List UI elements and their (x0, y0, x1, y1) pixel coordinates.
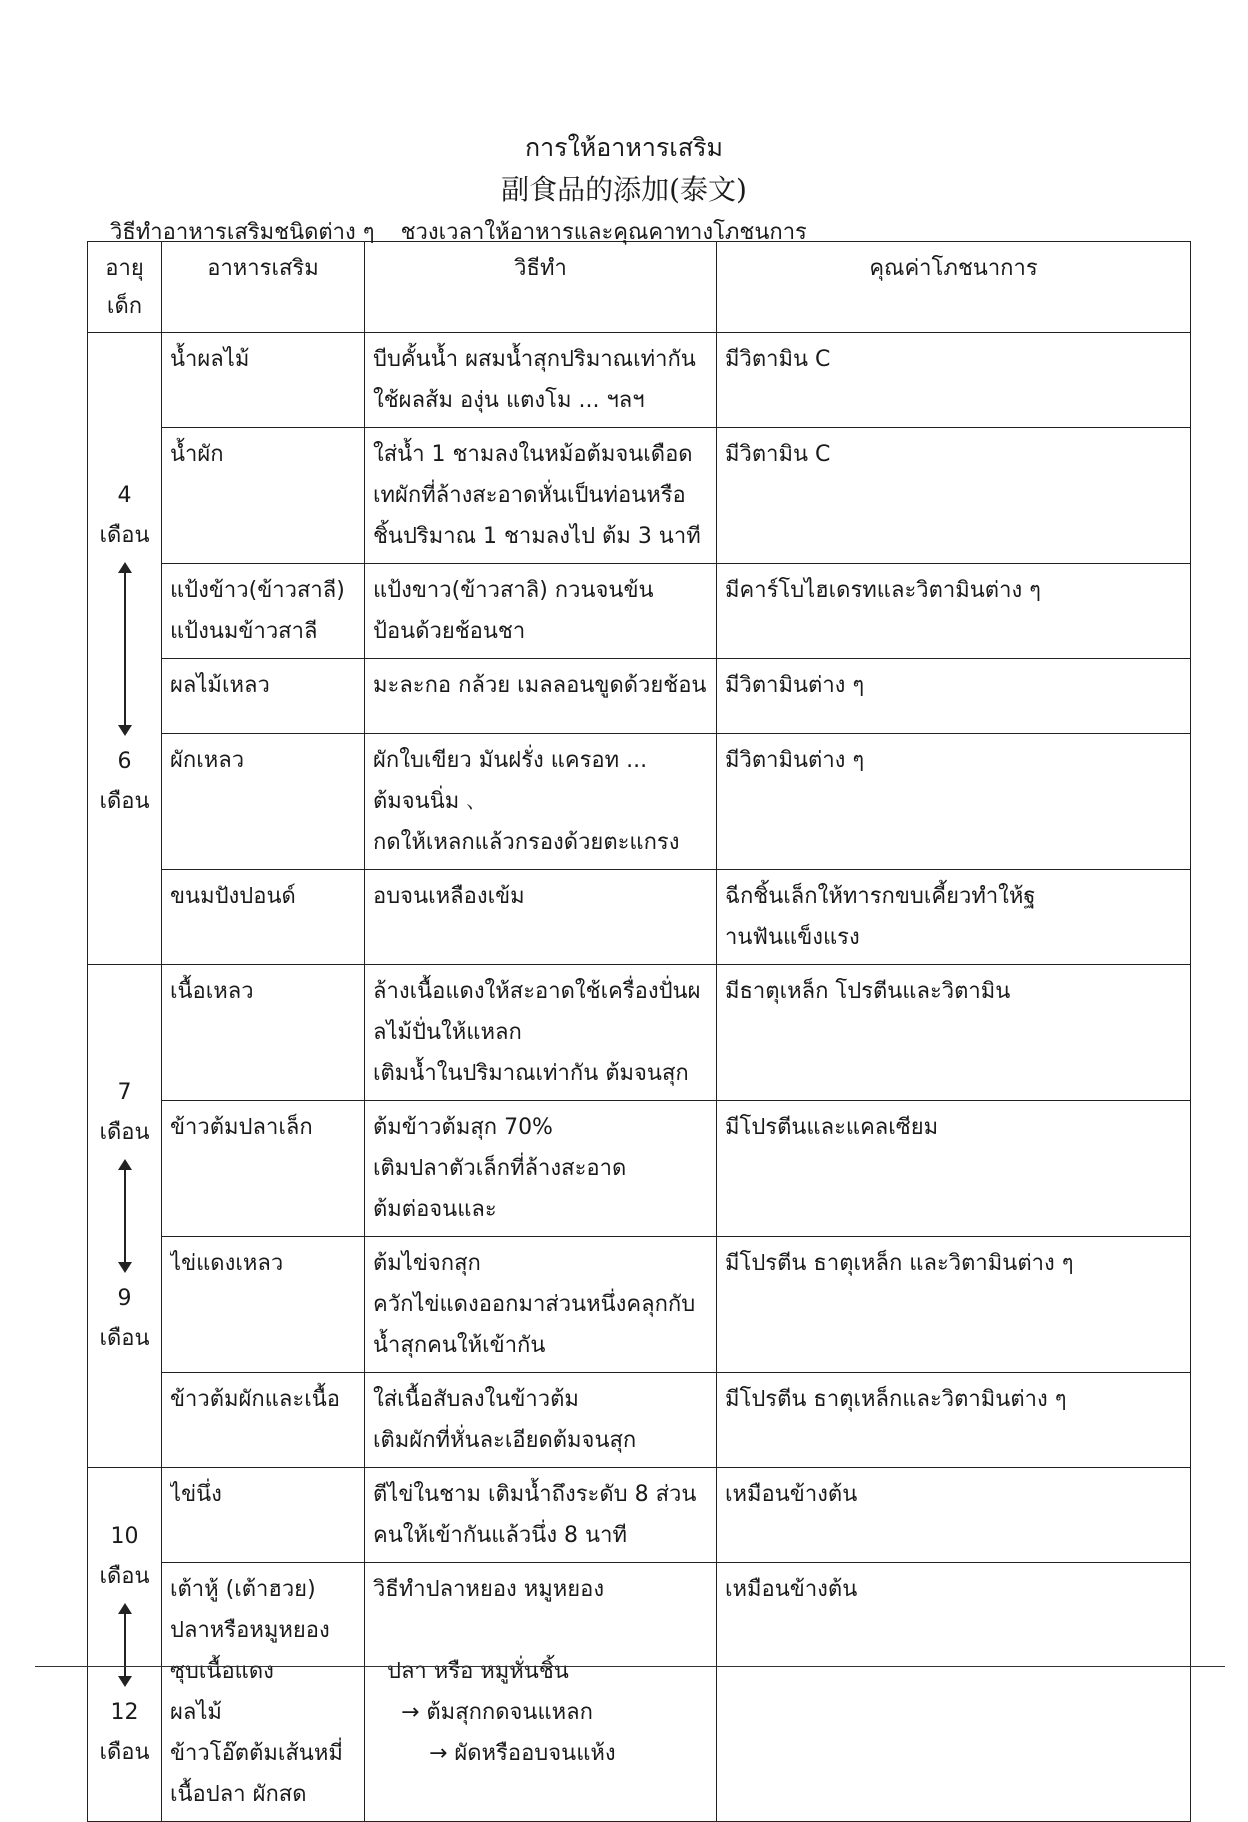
nutrition-line: มีวิตามิน C (725, 442, 831, 467)
age-start: 10 (110, 1523, 139, 1549)
method-line: ใช้ผลส้ม องุ่น แตงโม ... ฯลฯ (373, 388, 645, 413)
food-cell (162, 428, 365, 564)
age-unit: เดือน (99, 1739, 150, 1765)
food-line: แป้งข้าว(ข้าวสาลี) (170, 578, 345, 603)
nutrition-line: มีธาตุเหล็ก โปรตีนและวิตามิน (725, 979, 1011, 1004)
age-unit: เดือน (99, 1120, 150, 1145)
method-line: น้ำสุกคนให้เข้ากัน (373, 1333, 546, 1358)
food-line: ข้าวต้มปลาเล็ก (170, 1115, 313, 1140)
method-line: ลไม้ปั่นให้แหลก (373, 1020, 522, 1045)
food-line: ผลไม้เหลว (170, 673, 270, 698)
method-cell (365, 734, 717, 870)
nutrition-line: เหมือนข้างต้น (725, 1577, 858, 1602)
age-cell (88, 1468, 162, 1822)
document-title: การให้อาหารเสริม (525, 133, 723, 162)
method-cell (365, 564, 717, 659)
nutrition-line: านฟันแข็งแรง (725, 925, 860, 950)
age-end: 12 (110, 1699, 139, 1725)
nutrition-cell (717, 428, 1191, 564)
method-cell (365, 1237, 717, 1373)
nutrition-line: เหมือนข้างต้น (725, 1482, 858, 1507)
nutrition-cell (717, 1468, 1191, 1563)
table-row (88, 659, 1191, 734)
age-start: 4 (117, 482, 132, 508)
method-line: แป้งขาว(ข้าวสาลิ) กวนจนข้น (373, 578, 654, 603)
age-end: 6 (117, 748, 132, 774)
food-cell (162, 1373, 365, 1468)
header-food: อาหารเสริม (162, 242, 365, 333)
method-line: ใส่เนื้อสับลงในข้าวต้ม (373, 1387, 579, 1412)
food-line: ไข่แดงเหลว (170, 1251, 284, 1276)
method-cell (365, 1101, 717, 1237)
method-line: มะละกอ กล้วย เมลลอนขูดด้วยช้อน (373, 673, 707, 698)
method-line: → ต้มสุกกดจนแหลก (373, 1700, 593, 1725)
method-line: ต้มต่อจนและ (373, 1197, 497, 1222)
table-row (88, 1101, 1191, 1237)
nutrition-line: มีวิตามิน C (725, 347, 831, 372)
food-line: ขนมปังปอนด์ (170, 884, 296, 909)
method-line: ผักใบเขียว มันฝรั่ง แครอท ... (373, 748, 648, 773)
method-line: บีบคั้นน้ำ ผสมน้ำสุกปริมาณเท่ากัน (373, 347, 696, 372)
method-line: วิธีทำปลาหยอง หมูหยอง (373, 1577, 605, 1602)
method-line: ตีไข่ในชาม เติมน้ำถึงระดับ 8 ส่วน (373, 1482, 697, 1507)
range-arrow-icon (124, 1605, 126, 1685)
table-row (88, 1563, 1191, 1822)
food-line: เนื้อเหลว (170, 979, 254, 1004)
nutrition-cell (717, 1101, 1191, 1237)
method-cell (365, 1373, 717, 1468)
table-row (88, 1237, 1191, 1373)
food-cell (162, 1237, 365, 1373)
nutrition-cell (717, 965, 1191, 1101)
food-cell (162, 659, 365, 734)
method-line: ล้างเนื้อแดงให้สะอาดใช้เครื่องปั่นผ (373, 979, 701, 1004)
food-line: ผักเหลว (170, 748, 245, 773)
food-line: เต้าหู้ (เต้าฮวย) (170, 1577, 316, 1602)
nutrition-line: มีโปรตีน ธาตุเหล็กและวิตามินต่าง ๆ (725, 1387, 1067, 1412)
food-cell (162, 965, 365, 1101)
table-row (88, 333, 1191, 428)
food-cell (162, 1563, 365, 1822)
table-header-row (88, 242, 1191, 333)
method-line: ใส่น้ำ 1 ชามลงในหม้อต้มจนเดือด (373, 442, 693, 467)
method-line: ควักไข่แดงออกมาส่วนหนึ่งคลุกกับ (373, 1292, 696, 1317)
method-cell (365, 1468, 717, 1563)
food-line: ข้าวต้มผักและเนื้อ (170, 1387, 340, 1412)
method-line: ปลา หรือ หมูหั่นชิ้น (373, 1659, 569, 1684)
food-line: ซุบเนื้อแดง (170, 1659, 274, 1684)
food-cell (162, 1468, 365, 1563)
method-line (373, 1610, 708, 1651)
food-cell (162, 564, 365, 659)
method-line: ต้มไข่จกสุก (373, 1251, 481, 1276)
method-line (373, 1774, 708, 1815)
nutrition-line: ฉีกชิ้นเล็กให้ทารกขบเคี้ยวทำให้ฐ (725, 884, 1036, 909)
subtitle-left: วิธีทำอาหารเสริมชนิดต่าง ๆ (110, 220, 375, 245)
header-method: วิธีทำ (365, 242, 717, 333)
method-line: เทผักที่ล้างสะอาดหั่นเป็นท่อนหรือ (373, 483, 686, 508)
method-line: เติมน้ำในปริมาณเท่ากัน ต้มจนสุก (373, 1061, 689, 1086)
method-cell (365, 659, 717, 734)
nutrition-cell (717, 1237, 1191, 1373)
method-line: เติมปลาตัวเล็กที่ล้างสะอาด (373, 1156, 627, 1181)
nutrition-cell (717, 1563, 1191, 1822)
method-line: กดให้เหลกแล้วกรองด้วยตะแกรง (373, 830, 680, 855)
method-line: ชิ้นปริมาณ 1 ชามลงไป ต้ม 3 นาที (373, 524, 701, 549)
table-row (88, 1373, 1191, 1468)
table-row (88, 1468, 1191, 1563)
method-line: ป้อนด้วยช้อนชา (373, 619, 526, 644)
age-cell (88, 333, 162, 965)
method-cell (365, 428, 717, 564)
food-line: ผลไม้ (170, 1700, 222, 1725)
subtitle-right: ชวงเวลาให้อาหารและคุณคาทางโภชนการ (400, 220, 807, 245)
food-cell (162, 734, 365, 870)
method-line: เติมผักที่หั่นละเอียดต้มจนสุก (373, 1428, 637, 1453)
age-unit: เดือน (99, 788, 150, 814)
age-unit: เดือน (99, 1326, 150, 1351)
header-nutrition: คุณค่าโภชนาการ (717, 242, 1191, 333)
food-cell (162, 1101, 365, 1237)
header-age: อายุเด็ก (88, 242, 162, 333)
method-line: ต้มข้าวต้มสุก 70% (373, 1115, 553, 1140)
age-start: 7 (117, 1080, 132, 1105)
food-line: แป้งนมข้าวสาลี (170, 619, 318, 644)
table-body (88, 333, 1191, 1822)
feeding-table (87, 241, 1191, 1822)
food-line: น้ำผัก (170, 442, 224, 467)
age-cell (88, 965, 162, 1468)
food-line: ปลาหรือหมูหยอง (170, 1618, 330, 1643)
method-cell (365, 965, 717, 1101)
nutrition-cell (717, 333, 1191, 428)
strikethrough-line (35, 1666, 1225, 1667)
document-title-chinese: 副食品的添加(泰文) (501, 173, 747, 206)
nutrition-line: มีโปรตีนและแคลเซียม (725, 1115, 939, 1140)
range-arrow-icon (124, 1161, 126, 1271)
range-arrow-icon (124, 564, 126, 734)
table-row (88, 428, 1191, 564)
nutrition-line: มีวิตามินต่าง ๆ (725, 748, 865, 773)
nutrition-line: มีคาร์โบไฮเดรทและวิตามินต่าง ๆ (725, 578, 1041, 603)
table-row (88, 734, 1191, 870)
nutrition-cell (717, 659, 1191, 734)
food-cell (162, 870, 365, 965)
method-line: ต้มจนนิ่ม ､ (373, 789, 478, 814)
method-line: อบจนเหลืองเข้ม (373, 884, 525, 909)
method-line: → ผัดหรืออบจนแห้ง (373, 1741, 616, 1766)
food-line: ไข่นึ่ง (170, 1482, 222, 1507)
age-unit: เดือน (99, 522, 150, 548)
table-row (88, 965, 1191, 1101)
nutrition-line: มีโปรตีน ธาตุเหล็ก และวิตามินต่าง ๆ (725, 1251, 1074, 1276)
table-row (88, 564, 1191, 659)
table-row (88, 870, 1191, 965)
method-cell (365, 333, 717, 428)
method-cell (365, 1563, 717, 1822)
age-end: 9 (117, 1286, 132, 1311)
method-cell (365, 870, 717, 965)
nutrition-cell (717, 734, 1191, 870)
nutrition-line: มีวิตามินต่าง ๆ (725, 673, 865, 698)
nutrition-cell (717, 1373, 1191, 1468)
age-unit: เดือน (99, 1563, 150, 1589)
food-line: เนื้อปลา ผักสด (170, 1782, 307, 1807)
nutrition-cell (717, 564, 1191, 659)
method-line: คนให้เข้ากันแล้วนึ่ง 8 นาที (373, 1523, 627, 1548)
food-line: น้ำผลไม้ (170, 347, 250, 372)
food-line: ข้าวโอ๊ตต้มเส้นหมี่ (170, 1741, 343, 1766)
nutrition-cell (717, 870, 1191, 965)
food-cell (162, 333, 365, 428)
